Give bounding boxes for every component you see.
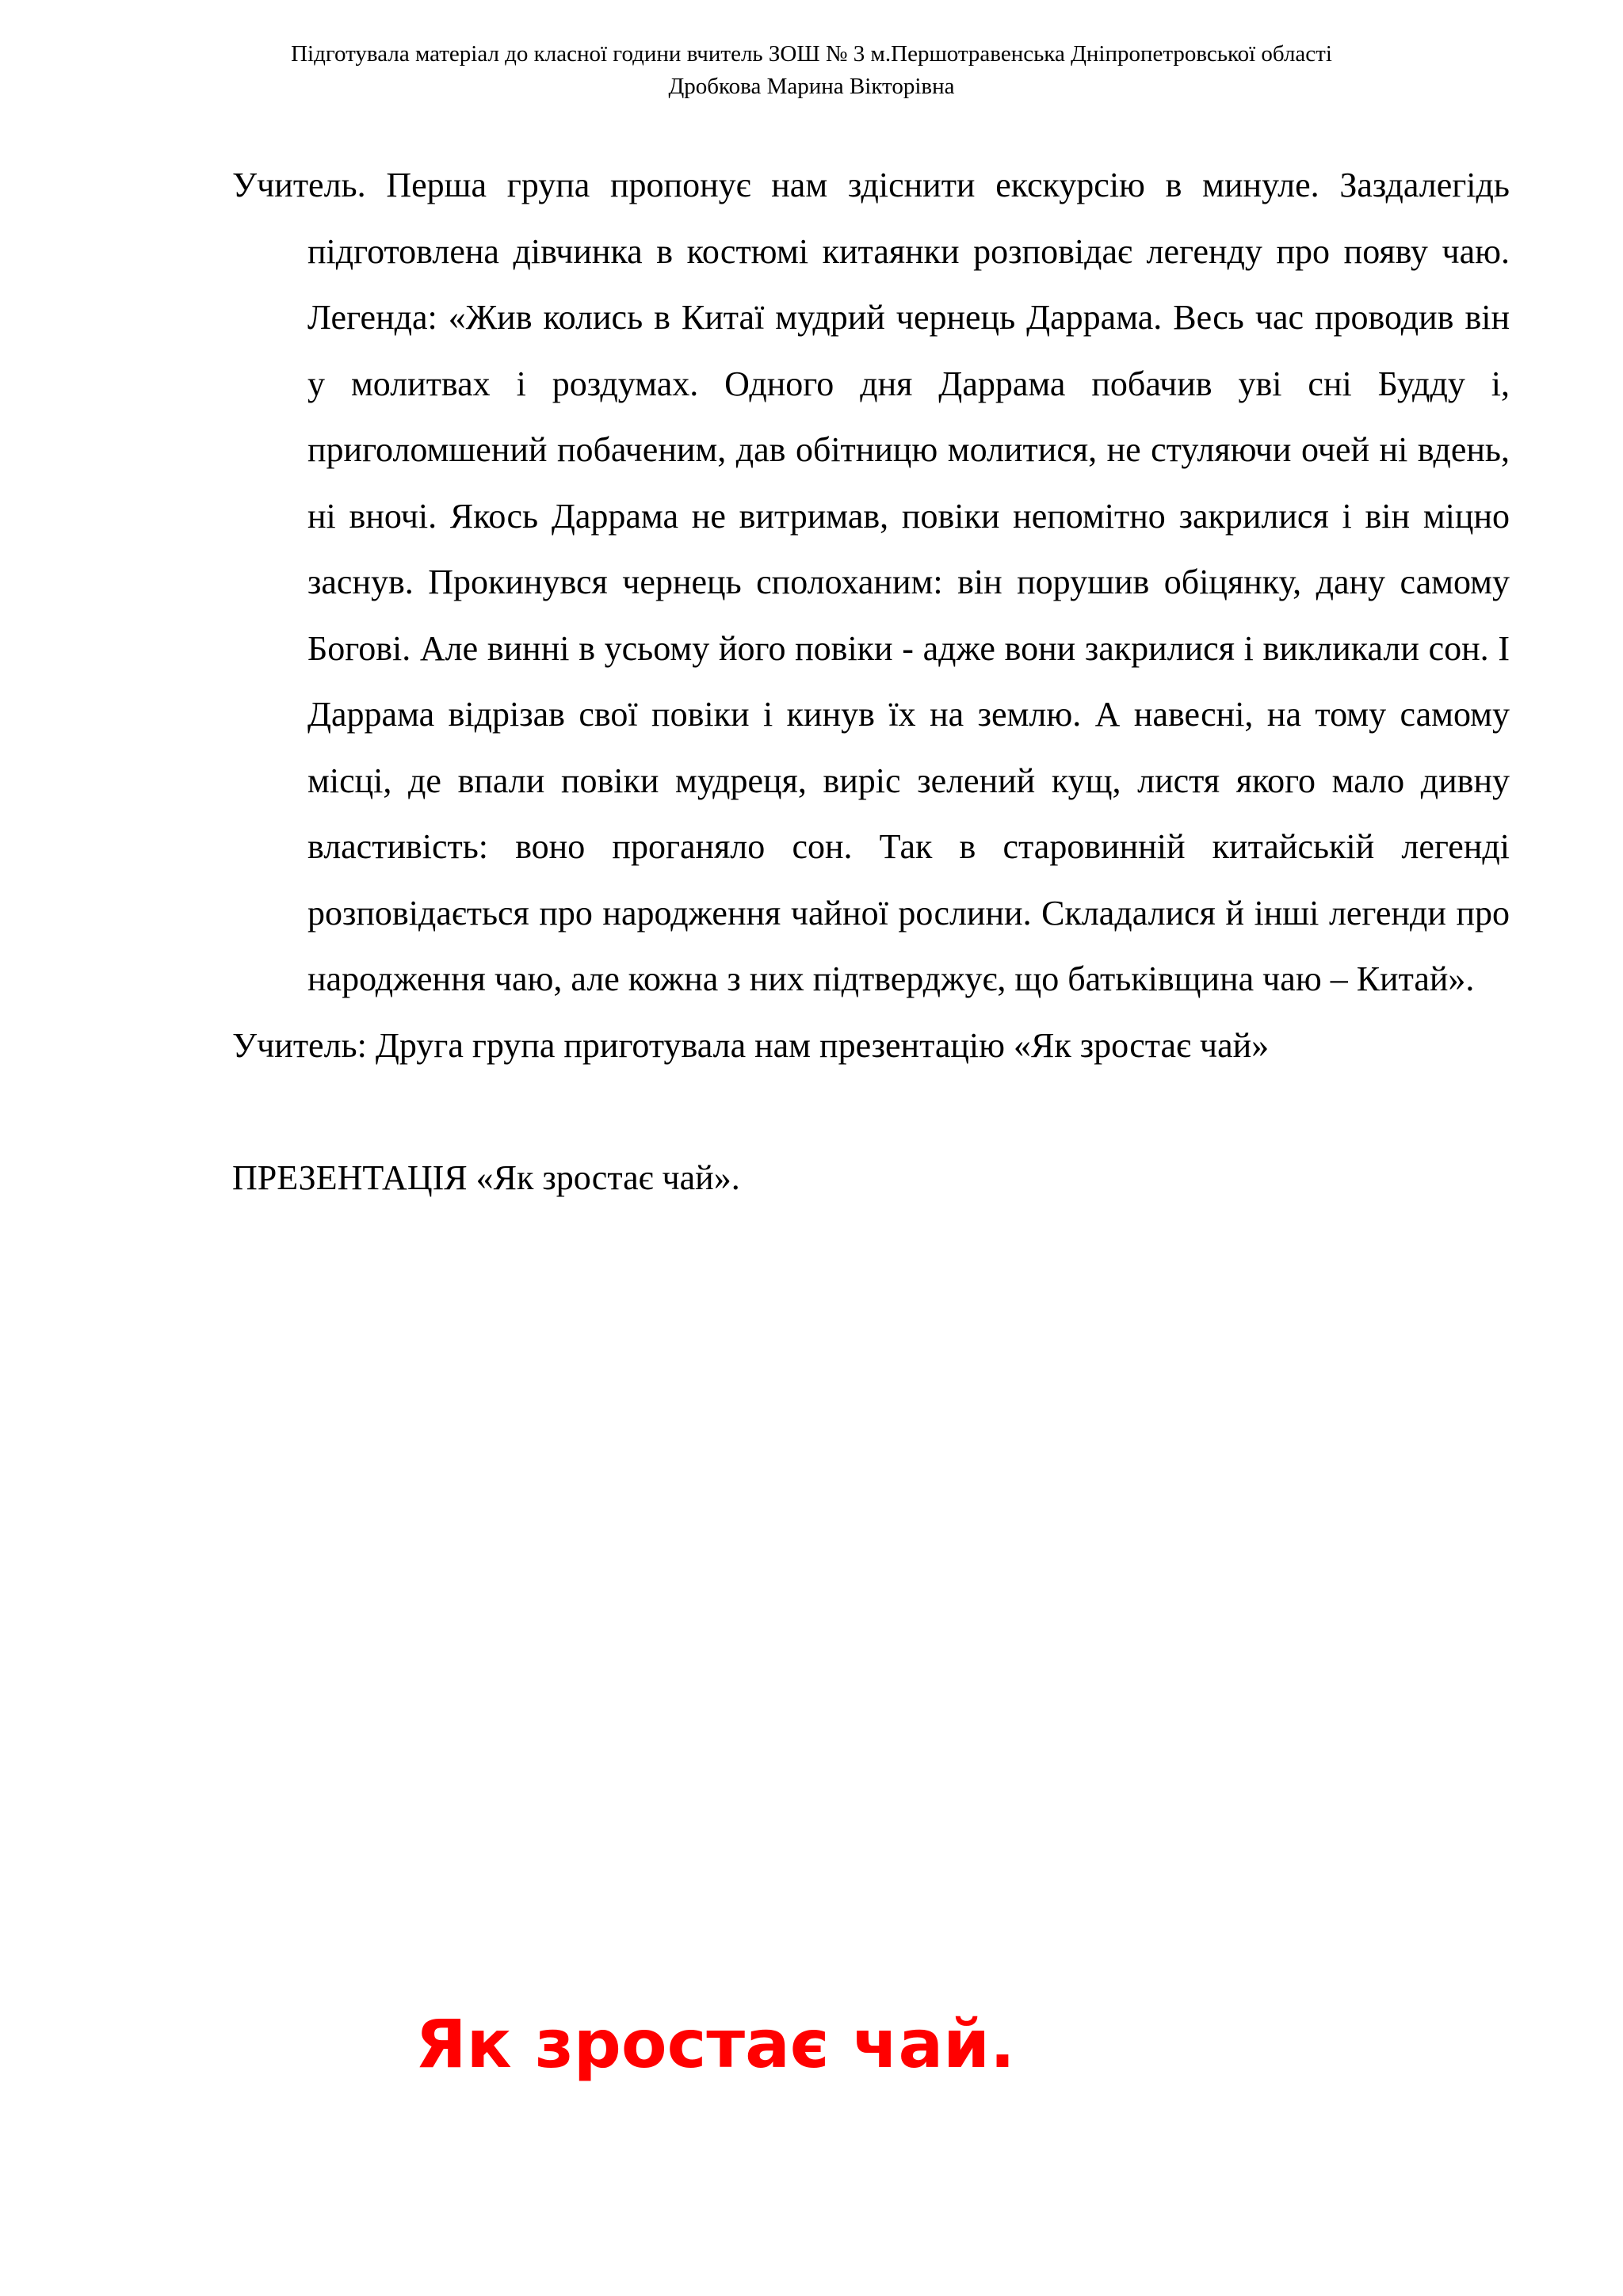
slide-title: Як зростає чай.: [415, 2005, 1015, 2083]
page-header: [0, 38, 1623, 103]
document-body: [232, 152, 1510, 1211]
header-author-line: Підготувала матеріал до класної години вчитель ЗОШ № 3 м.Першотравенська Дніпропетровської області: [291, 41, 1332, 67]
paragraph-second-group: Учитель: Друга група приготувала нам презентацію «Як зростає чай»: [232, 1025, 1270, 1065]
paragraph-presentation: ПРЕЗЕНТАЦІЯ «Як зростає чай».: [232, 1158, 740, 1197]
header-author-name: Дробкова Марина Вікторівна: [668, 74, 955, 99]
blank-line: [232, 1078, 1510, 1145]
paragraph-legend: Учитель. Перша група пропонує нам здіснити екскурсію в минуле. Заздалегідь підготовлена дівчинка в костюмі китаянки розповідає легенду про появу чаю. Легенда: «Жив колись в Китаї мудрий чернець Даррама. Весь час проводив він у молитвах і роздумах. Одного дня Даррама побачив уві сні Будду і, приголомшений побаченим, дав обітницю молитися, не стуляючи очей ні вдень, ні вночі. Якось Даррама не витримав, повіки непомітно закрилися і він міцно заснув. Прокинувся чернець сполоханим: він порушив обіцянку, дану самому Богові. Але винні в усьому його повіки - адже вони закрилися і викликали сон. І Даррама відрізав свої повіки і кинув їх на землю. А навесні, на тому самому місці, де впали повіки мудреця, виріс зелений кущ, листя якого мало дивну властивість: воно проганяло сон. Так в старовинній китайській легенді розповідається про народження чайної рослини. Складалися й інші легенди про народження чаю, але кожна з них підтверджує, що батьківщина чаю – Китай».: [232, 166, 1510, 998]
